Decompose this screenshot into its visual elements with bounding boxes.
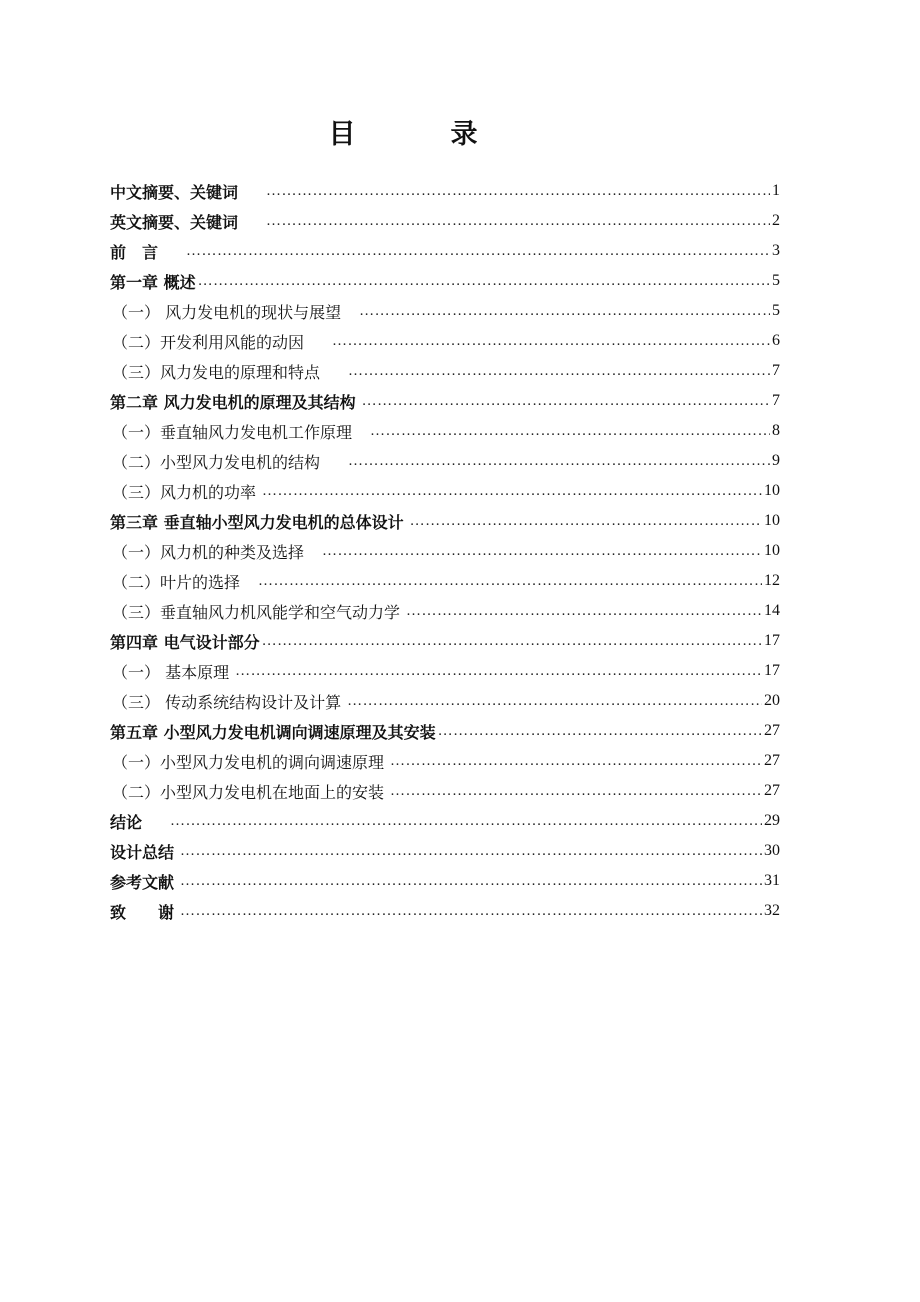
toc-entry-page: 3 [772,242,780,259]
leader-dots [198,273,770,290]
leader-dots [348,363,770,380]
toc-entry-label: 第二章 风力发电机的原理及其结构 [110,392,356,412]
toc-entry-page: 2 [772,212,780,229]
leader-dots [347,693,762,710]
toc-entry-page: 27 [764,782,780,799]
leader-dots [180,873,762,890]
toc-entry[interactable] [110,746,780,776]
toc-entry-page: 27 [764,722,780,739]
toc-entry[interactable] [110,326,780,356]
toc-entry-page: 6 [772,332,780,349]
toc-entry-page: 9 [772,452,780,469]
leader-dots [258,573,762,590]
toc-entry-label: （三） 传动系统结构设计及计算 [112,692,342,712]
toc-entry[interactable] [110,236,780,266]
toc-entry-page: 29 [764,812,780,829]
toc-entry-label: （一）垂直轴风力发电机工作原理 [112,422,353,442]
leader-dots [370,423,770,440]
toc-entry-page: 20 [764,692,780,709]
leader-dots [262,483,762,500]
toc-entry-label: （二）开发利用风能的动因 [112,332,305,352]
toc-entry-label: 英文摘要、关键词 [110,212,239,232]
toc-entry[interactable] [110,566,780,596]
toc-entry[interactable] [110,266,780,296]
leader-dots [266,213,770,230]
toc-entry[interactable] [110,446,780,476]
toc-entry-label: 第四章 电气设计部分 [110,632,260,652]
toc-entry-page: 1 [772,182,780,199]
toc-entry[interactable] [110,296,780,326]
toc-entry[interactable] [110,596,780,626]
toc-entry-page: 27 [764,752,780,769]
toc-entry-label: 结论 [110,812,143,832]
toc-entry-label: （三）风力机的功率 [112,482,257,502]
toc-entry-page: 31 [764,872,780,889]
toc-entry-page: 14 [764,602,780,619]
toc-entry-label: 中文摘要、关键词 [110,182,239,202]
leader-dots [180,903,762,920]
toc-entry-label: （一）小型风力发电机的调向调速原理 [112,752,385,772]
toc-entry-label: （三）垂直轴风力机风能学和空气动力学 [112,602,401,622]
toc-entry-page: 7 [772,392,780,409]
toc-entry-page: 10 [764,542,780,559]
toc-entry[interactable] [110,356,780,386]
toc-entry[interactable] [110,386,780,416]
leader-dots [186,243,770,260]
toc-entry[interactable] [110,836,780,866]
toc-entry[interactable] [110,806,780,836]
leader-dots [410,513,762,530]
toc-entry-label: 第五章 小型风力发电机调向调速原理及其安装 [110,722,436,742]
toc-entry-page: 12 [764,572,780,589]
toc-entry-label: （一）风力机的种类及选择 [112,542,305,562]
toc-entry[interactable] [110,206,780,236]
toc-entry-label: 第三章 垂直轴小型风力发电机的总体设计 [110,512,404,532]
toc-entry-label: 参考文献 [110,872,175,892]
toc-entry[interactable] [110,416,780,446]
toc-entry[interactable] [110,176,780,206]
toc-entry[interactable] [110,896,780,926]
leader-dots [406,603,762,620]
leader-dots [180,843,762,860]
toc-entry[interactable] [110,776,780,806]
leader-dots [390,783,762,800]
toc-entry[interactable] [110,866,780,896]
toc-entry-page: 5 [772,302,780,319]
leader-dots [348,453,770,470]
toc-entry-label: （一） 风力发电机的现状与展望 [112,302,342,322]
toc-entry-page: 32 [764,902,780,919]
leader-dots [322,543,762,560]
leader-dots [262,633,762,650]
toc-entry-page: 5 [772,272,780,289]
toc-entry[interactable] [110,506,780,536]
toc-entry-page: 10 [764,482,780,499]
leader-dots [390,753,762,770]
table-of-contents [110,176,780,926]
page-title: 目 录 [328,119,512,150]
toc-entry-page: 7 [772,362,780,379]
toc-entry-label: 第一章 概述 [110,272,196,292]
toc-entry-label: （一） 基本原理 [112,662,230,682]
toc-entry-page: 8 [772,422,780,439]
toc-entry-label: 前 言 [110,242,159,262]
toc-entry-label: 设计总结 [110,842,175,862]
leader-dots [266,183,770,200]
toc-entry[interactable] [110,686,780,716]
leader-dots [359,303,770,320]
toc-entry-label: （三）风力发电的原理和特点 [112,362,321,382]
leader-dots [235,663,762,680]
leader-dots [362,393,770,410]
toc-entry-label: （二）小型风力发电机在地面上的安装 [112,782,385,802]
toc-entry-page: 17 [764,662,780,679]
toc-entry-label: 致 谢 [110,902,175,922]
toc-entry-label: （二）叶片的选择 [112,572,241,592]
leader-dots [332,333,770,350]
toc-entry-page: 30 [764,842,780,859]
toc-entry[interactable] [110,476,780,506]
toc-entry-page: 10 [764,512,780,529]
toc-entry[interactable] [110,626,780,656]
toc-entry[interactable] [110,656,780,686]
toc-entry[interactable] [110,536,780,566]
leader-dots [438,723,762,740]
toc-entry-label: （二）小型风力发电机的结构 [112,452,321,472]
leader-dots [170,813,762,830]
toc-entry-page: 17 [764,632,780,649]
toc-entry[interactable] [110,716,780,746]
